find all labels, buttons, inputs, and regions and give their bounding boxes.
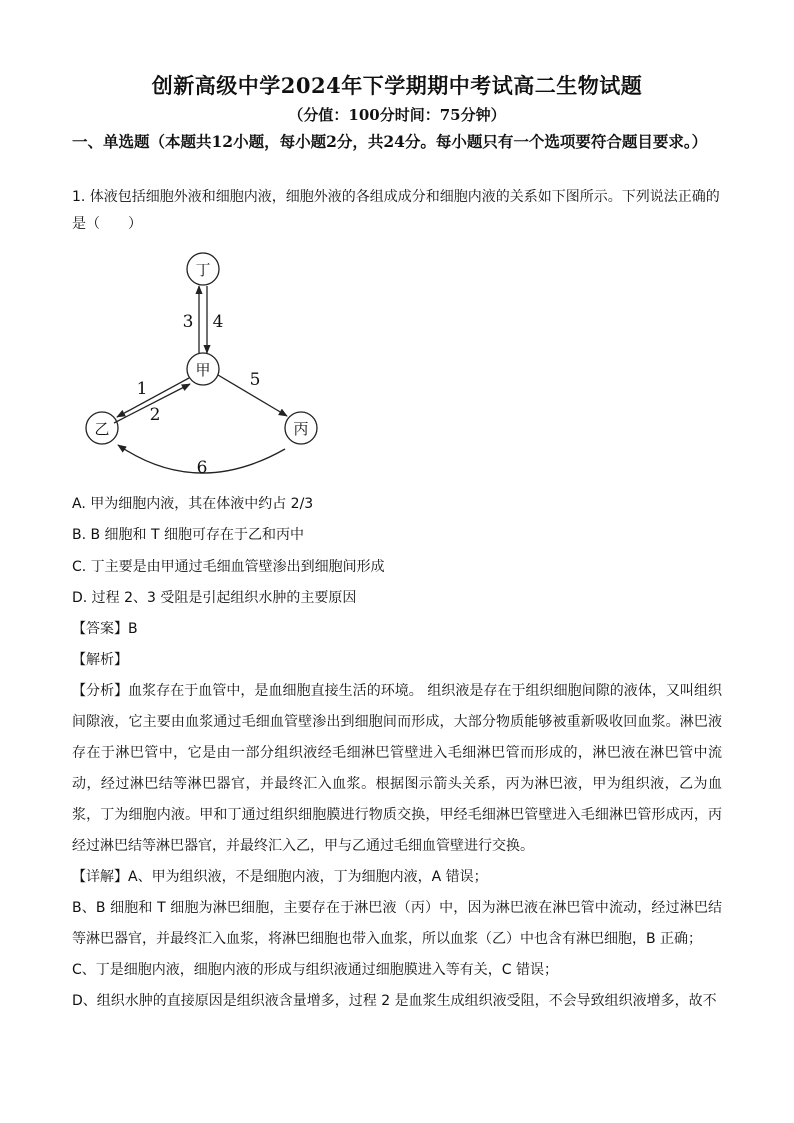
node-ding-label: 丁 bbox=[195, 261, 211, 279]
question-1-stem: 1. 体液包括细胞外液和细胞内液，细胞外液的各组成成分和细胞内液的关系如下图所示。下列说法正确的是（ ） bbox=[72, 189, 720, 232]
arrow-5-label: 5 bbox=[249, 370, 261, 390]
answer-line: 【答案】B bbox=[72, 621, 138, 637]
arrow-2-label: 2 bbox=[149, 405, 161, 425]
option-d: D. 过程 2、3 受阻是引起组织水肿的主要原因 bbox=[72, 590, 357, 606]
detail-b: B、B 细胞和 T 细胞为淋巴细胞，主要存在于淋巴液（丙）中，因为淋巴液在淋巴管中流动，经过淋巴结等淋巴器官，并最终汇入血浆，将淋巴细胞也带入血浆，所以血浆（乙）中也含有淋巴细胞，B 正确； bbox=[72, 900, 722, 947]
detail-c: C、丁是细胞内液，细胞内液的形成与组织液通过细胞膜进入等有关，C 错误； bbox=[72, 962, 558, 978]
option-a: A. 甲为细胞内液，其在体液中约占 2/3 bbox=[72, 496, 314, 512]
arrow-3-label: 3 bbox=[182, 312, 194, 332]
exam-subtitle: （分值：100分时间：75分钟） bbox=[288, 106, 506, 124]
arrow-1-label: 1 bbox=[136, 379, 148, 399]
section-heading: 一、单选题（本题共12小题，每小题2分，共24分。每小题只有一个选项要符合题目要求。） bbox=[72, 132, 708, 151]
arrow-6-label: 6 bbox=[196, 458, 208, 478]
option-c: C. 丁主要是由甲通过毛细血管壁渗出到细胞间形成 bbox=[72, 559, 385, 575]
body-fluid-diagram bbox=[72, 244, 352, 489]
exam-title: 创新高级中学2024年下学期期中考试高二生物试题 bbox=[151, 73, 643, 98]
option-b: B. B 细胞和 T 细胞可存在于乙和丙中 bbox=[72, 527, 305, 543]
node-bing-label: 丙 bbox=[293, 420, 309, 438]
node-jia-label: 甲 bbox=[195, 361, 211, 379]
detail-a: 【详解】A、甲为组织液，不是细胞内液，丁为细胞内液，A 错误； bbox=[72, 869, 488, 885]
analysis-intro: 【分析】血浆存在于血管中，是血细胞直接生活的环境。 组织液是存在于组织细胞间隙的液体，又叫组织间隙液，它主要由血浆通过毛细血管壁渗出到细胞间而形成，大部分物质能够被重新吸收回血浆。淋巴液存在于淋巴管中，它是由一部分组织液经毛细淋巴管壁进入毛细淋巴管而形成的，淋巴液在淋巴管中流动，经过淋巴结等淋巴器官，并最终汇入血浆。根据图示箭头关系，丙为淋巴液，甲为组织液，乙为血浆，丁为细胞内液。甲和丁通过组织细胞膜进行物质交换，甲经毛细淋巴管壁进入毛细淋巴管形成丙，丙经过淋巴结等淋巴器官，并最终汇入乙，甲与乙通过毛细血管壁进行交换。 bbox=[72, 683, 722, 854]
analysis-label: 【解析】 bbox=[72, 652, 128, 668]
node-yi-label: 乙 bbox=[94, 420, 110, 438]
arrow-4-label: 4 bbox=[212, 312, 224, 332]
detail-d: D、组织水肿的直接原因是组织液含量增多，过程 2 是血浆生成组织液受阻，不会导致组织液增多，故不 bbox=[72, 993, 717, 1009]
